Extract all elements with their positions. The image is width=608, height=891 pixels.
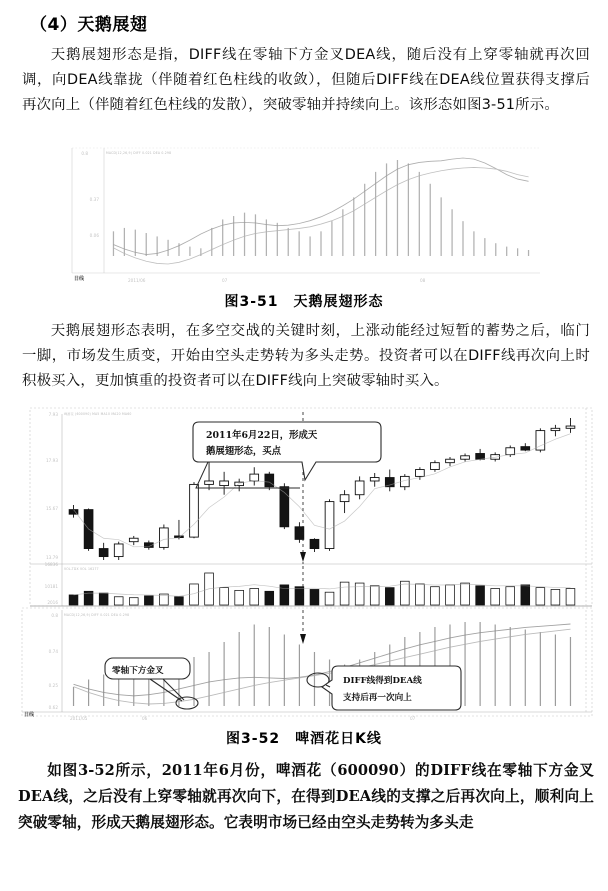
svg-text:VOL-TDX VOL 16277: VOL-TDX VOL 16277 bbox=[64, 567, 99, 571]
svg-text:0.25: 0.25 bbox=[48, 683, 58, 688]
figure-3-51 bbox=[0, 132, 608, 311]
annotation-dea-support-line1: DIFF线得到DEA线 bbox=[343, 676, 422, 686]
annotation-dea-support-line2: 支持后再一次向上 bbox=[343, 693, 412, 703]
svg-text:7.93: 7.93 bbox=[48, 412, 58, 417]
fig52-volume-bars bbox=[69, 573, 575, 605]
svg-text:MACD(12,26,9) DIFF 0.021 DE: MACD(12,26,9) DIFF 0.021 DEA 0.298 bbox=[106, 151, 172, 155]
svg-text:2016: 2016 bbox=[47, 600, 58, 605]
svg-text:06: 06 bbox=[142, 716, 148, 721]
annotation-golden-cross-text: 零轴下方金叉 bbox=[112, 666, 164, 676]
svg-text:16836: 16836 bbox=[44, 562, 58, 567]
fig51-frame bbox=[72, 148, 540, 273]
svg-text:15.67: 15.67 bbox=[46, 506, 58, 511]
svg-text:13.79: 13.79 bbox=[46, 555, 58, 560]
fig51-header-text bbox=[106, 151, 171, 155]
svg-text:2011/06: 2011/06 bbox=[128, 278, 146, 283]
svg-text:0.74: 0.74 bbox=[48, 649, 58, 654]
paragraph-analysis: 如图3-52所示，2011年6月份，啤酒花（600090）的DIFF线在零轴下方金叉DEA线，之后没有上穿零轴就再次向下，在得到DEA线的支撑之后再次向上，顺利向上突破零轴，形成天鹅展翅形态。它表明市场已经由空头走势转为多头走 bbox=[18, 762, 594, 831]
figure-3-52 bbox=[0, 404, 608, 748]
fig51-corner-label: 日线 bbox=[74, 276, 85, 282]
figure-3-52-chart bbox=[0, 404, 608, 726]
paragraph-intro: 天鹅展翅形态是指，DIFF线在零轴下方金叉DEA线，随后没有上穿零轴就再次回调，向DEA线靠拢（伴随着红色柱线的收敛），但随后DIFF线在DEA线位置获得支撑后再次向上（伴随着红色柱线的发散），突破零轴并持续向上。该形态如图3-51所示。 bbox=[22, 47, 590, 113]
fig52-x-axis bbox=[70, 716, 416, 721]
svg-text:08: 08 bbox=[420, 278, 426, 283]
svg-text:0.37: 0.37 bbox=[89, 197, 99, 202]
figure-3-51-caption: 图3-51 天鹅展翅形态 bbox=[224, 294, 384, 310]
svg-text:2011/05: 2011/05 bbox=[70, 716, 88, 721]
svg-text:0.8: 0.8 bbox=[51, 613, 58, 618]
annotation-buy-point-line2: 鹅展翅形态，买点 bbox=[206, 446, 282, 457]
annotation-buy-point-line1: 2011年6月22日，形成天 bbox=[206, 430, 318, 441]
book-page bbox=[0, 10, 608, 891]
svg-text:0.06: 0.06 bbox=[89, 233, 99, 238]
fig52-corner-label: 日线 bbox=[24, 712, 35, 718]
svg-text:10181: 10181 bbox=[44, 584, 58, 589]
fig52-macd-axis bbox=[49, 613, 59, 710]
paragraph-explain: 天鹅展翅形态表明，在多空交战的关键时刻，上涨动能经过短暂的蓄势之后，临门一脚，市场发生质变，开始由空头走势转为多头走势。投资者可以在DIFF线再次向上时积极买入，更加慎重的投资者可以在DIFF线向上突破零轴时买入。 bbox=[22, 323, 590, 389]
fig52-price-axis bbox=[45, 412, 59, 605]
svg-text:07: 07 bbox=[410, 716, 416, 721]
fig51-x-axis bbox=[128, 278, 426, 283]
svg-text:MACD(12,26,9) DIFF 0.021 DE: MACD(12,26,9) DIFF 0.021 DEA 0.298 bbox=[64, 613, 130, 617]
svg-text:啤酒花 (600090) MA5 MA10 MA20: 啤酒花 (600090) MA5 MA10 MA20 MA60 bbox=[64, 412, 132, 416]
figure-3-51-chart bbox=[0, 132, 608, 287]
svg-text:17.93: 17.93 bbox=[46, 458, 58, 463]
section-heading: （4）天鹅展翅 bbox=[30, 15, 148, 35]
figure-3-52-caption: 图3-52 啤酒花日K线 bbox=[226, 731, 382, 747]
svg-text:0.8: 0.8 bbox=[81, 151, 88, 156]
annotation-buy-point bbox=[193, 422, 381, 488]
svg-text:0.62: 0.62 bbox=[48, 705, 58, 710]
svg-text:07: 07 bbox=[222, 278, 228, 283]
